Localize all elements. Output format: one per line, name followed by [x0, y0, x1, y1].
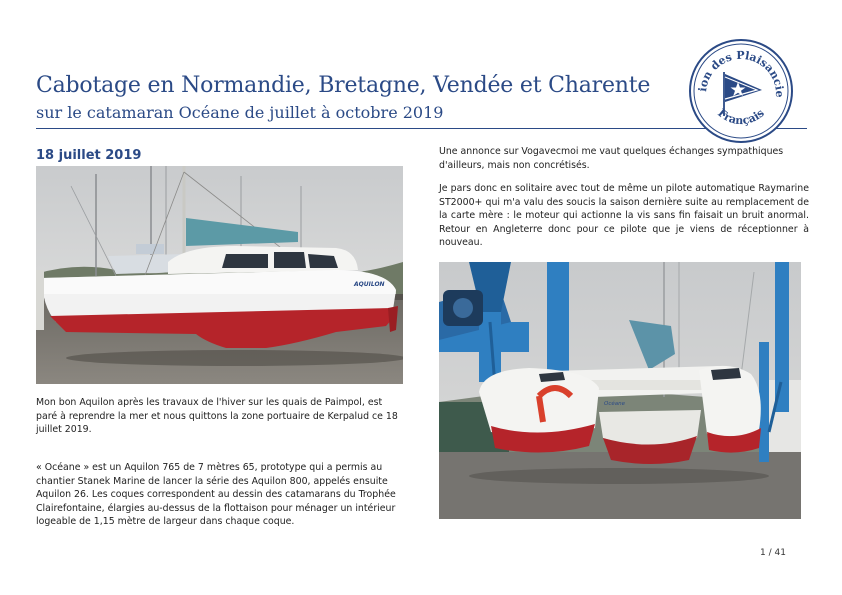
page-subtitle: sur le catamaran Océane de juillet à octobre 2019	[36, 103, 444, 122]
paragraph-boat-description: « Océane » est un Aquilon 765 de 7 mètres 65, prototype qui a permis au chantier Stanek Marine de lancer la série des Aquilon 800, appelés ensuite Aquilon 26. Les coques correspondent au dessin des catamarans du Trophée Clairefontaine, élargies au-dessus de la flottaison pour ménager un intérieur logeable de 1,15 mètre de largeur dans chaque coque.	[36, 462, 396, 528]
section-date-heading: 18 juillet 2019	[36, 148, 142, 163]
paragraph-autopilot: Je pars donc en solitaire avec tout de même un pilote automatique Raymarine ST2000+ qui m'a valu des soucis la saison dernière suite au remplacement de la carte mère : le moteur qui actionne la vis sans fin faisait un bruit anormal. Retour en Angleterre donc pour ce pilote que je viens de réceptionner à nouveau.	[439, 183, 809, 249]
page-title: Cabotage en Normandie, Bretagne, Vendée et Charente	[36, 73, 651, 98]
paragraph-departure: Mon bon Aquilon après les travaux de l'hiver sur les quais de Paimpol, est paré à reprendre la mer et nous quittons la zone portuaire de Kerpalud ce 18 juillet 2019.	[36, 397, 398, 436]
photo-catamaran-quay	[36, 166, 403, 384]
logo-text-top: ion des Plaisancie	[696, 48, 787, 98]
boat-name-label-right: Océane	[604, 401, 625, 407]
boat-name-label: AQUILON	[354, 281, 385, 288]
club-logo	[688, 38, 794, 144]
page-number: 1 / 41	[760, 548, 786, 558]
paragraph-crew-search: Une annonce sur Vogavecmoi me vaut quelques échanges sympathiques d'ailleurs, mais non concrétisés.	[439, 146, 784, 171]
logo-text-bottom: Français	[715, 106, 767, 128]
photo-catamaran-hoist	[439, 262, 801, 519]
